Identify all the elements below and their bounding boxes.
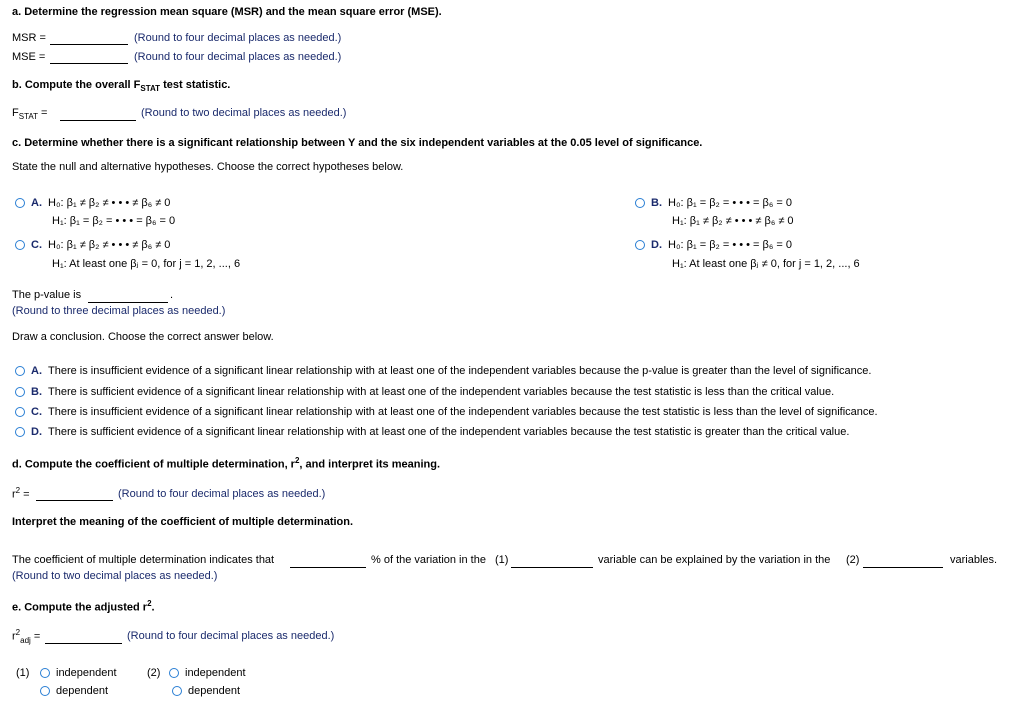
dropdown-2[interactable] [863,556,943,568]
hypotheses-instruction: State the null and alternative hypotheses. Choose the correct hypotheses below. [12,161,404,173]
choice-group-1-label: (1) [16,667,30,679]
r2-input[interactable] [36,489,113,501]
choice-group-2-label: (2) [147,667,161,679]
part-a-title: a. Determine the regression mean square (MSR) and the mean square error (MSE). [12,6,442,18]
msr-hint: (Round to four decimal places as needed.) [134,32,342,44]
pvalue-input[interactable] [88,291,168,303]
radio-icon[interactable] [15,407,25,417]
adj-r2-hint: (Round to four decimal places as needed.) [127,630,335,642]
conclusion-option-c[interactable]: C. There is insufficient evidence of a significant linear relationship with at least one of the independent variables because the test statistic is less than the level of significance. [15,406,878,418]
hypothesis-option-a-h1: H₁: β₁ = β₂ = • • • = β₆ = 0 [52,215,176,227]
mse-input[interactable] [50,52,128,64]
h0-text: H₀: β₁ ≠ β₂ ≠ • • • ≠ β₆ ≠ 0 [48,239,171,251]
pvalue-hint: (Round to three decimal places as needed.) [12,305,226,317]
radio-icon[interactable] [172,686,182,696]
dropdown-1-label: (1) [495,554,509,566]
conclusion-option-b[interactable]: B. There is sufficient evidence of a significant linear relationship with at least one of the independent variables because the test statistic is less than the critical value. [15,386,834,398]
interpretation-sentence-part1: The coefficient of multiple determination indicates that [12,554,275,566]
h0-text: H₀: β₁ ≠ β₂ ≠ • • • ≠ β₆ ≠ 0 [48,197,171,209]
fstat-hint: (Round to two decimal places as needed.) [141,107,347,119]
radio-icon[interactable] [15,387,25,397]
interpretation-hint: (Round to two decimal places as needed.) [12,570,218,582]
h0-text: H₀: β₁ = β₂ = • • • = β₆ = 0 [668,239,792,251]
hypothesis-option-b-h1: H₁: β₁ ≠ β₂ ≠ • • • ≠ β₆ ≠ 0 [672,215,794,227]
pvalue-period: . [170,289,174,301]
interpret-instruction: Interpret the meaning of the coefficient of multiple determination. [12,516,354,528]
conclusion-instruction: Draw a conclusion. Choose the correct answer below. [12,331,274,343]
r2-hint: (Round to four decimal places as needed.) [118,488,326,500]
r2-label: $r^2$ = [12,486,30,501]
part-c-title: c. Determine whether there is a significant relationship between Y and the six independent variables at the 0.05 level of significance. [12,137,703,149]
choice-1-independent[interactable]: independent [40,667,117,679]
hypothesis-option-d-h1: H₁: At least one βⱼ ≠ 0, for j = 1, 2, ..., 6 [672,258,860,270]
choice-2-dependent[interactable]: dependent [172,685,240,697]
adj-r2-label: $r^2_{adj}$ = [12,628,41,645]
hypothesis-option-d[interactable]: D. H₀: β₁ = β₂ = • • • = β₆ = 0 [635,239,792,251]
hypothesis-option-c-h1: H₁: At least one βⱼ = 0, for j = 1, 2, ..., 6 [52,258,241,270]
dropdown-2-label: (2) [846,554,860,566]
msr-input[interactable] [50,33,128,45]
conclusion-option-d[interactable]: D. There is sufficient evidence of a significant linear relationship with at least one of the independent variables because the test statistic is greater than the critical value. [15,426,849,438]
interpretation-sentence-part3: variable can be explained by the variation in the [598,554,831,566]
interpretation-sentence-part4: variables. [950,554,998,566]
h0-text: H₀: β₁ = β₂ = • • • = β₆ = 0 [668,197,792,209]
radio-icon[interactable] [169,668,179,678]
adj-r2-input[interactable] [45,632,122,644]
msr-label: MSR = [12,32,46,44]
hypothesis-option-a[interactable]: A. H₀: β₁ ≠ β₂ ≠ • • • ≠ β₆ ≠ 0 [15,197,170,209]
hypothesis-option-b[interactable]: B. H₀: β₁ = β₂ = • • • = β₆ = 0 [635,197,792,209]
radio-icon[interactable] [40,686,50,696]
interpretation-sentence-part2: % of the variation in the [371,554,486,566]
radio-icon[interactable] [15,240,25,250]
radio-icon[interactable] [635,240,645,250]
part-d-title: d. Compute the coefficient of multiple determination, $r^2$, and interpret its meaning. [12,456,440,471]
dropdown-1[interactable] [511,556,593,568]
pvalue-label: The p-value is [12,289,82,301]
radio-icon[interactable] [635,198,645,208]
conclusion-option-a[interactable]: A. There is insufficient evidence of a significant linear relationship with at least one of the independent variables because the p-value is greater than the level of significance. [15,365,871,377]
percent-input[interactable] [290,556,366,568]
radio-icon[interactable] [40,668,50,678]
fstat-input[interactable] [60,109,136,121]
part-b-title: b. Compute the overall $F_{STAT}$ test statistic. [12,79,231,94]
mse-hint: (Round to four decimal places as needed.) [134,51,342,63]
hypothesis-option-c[interactable]: C. H₀: β₁ ≠ β₂ ≠ • • • ≠ β₆ ≠ 0 [15,239,170,251]
radio-icon[interactable] [15,366,25,376]
mse-label: MSE = [12,51,46,63]
part-e-title: e. Compute the adjusted $r^2$. [12,599,155,614]
choice-1-dependent[interactable]: dependent [40,685,108,697]
choice-2-independent[interactable]: independent [169,667,246,679]
radio-icon[interactable] [15,427,25,437]
radio-icon[interactable] [15,198,25,208]
fstat-label: $F_{STAT}$ = [12,107,48,122]
